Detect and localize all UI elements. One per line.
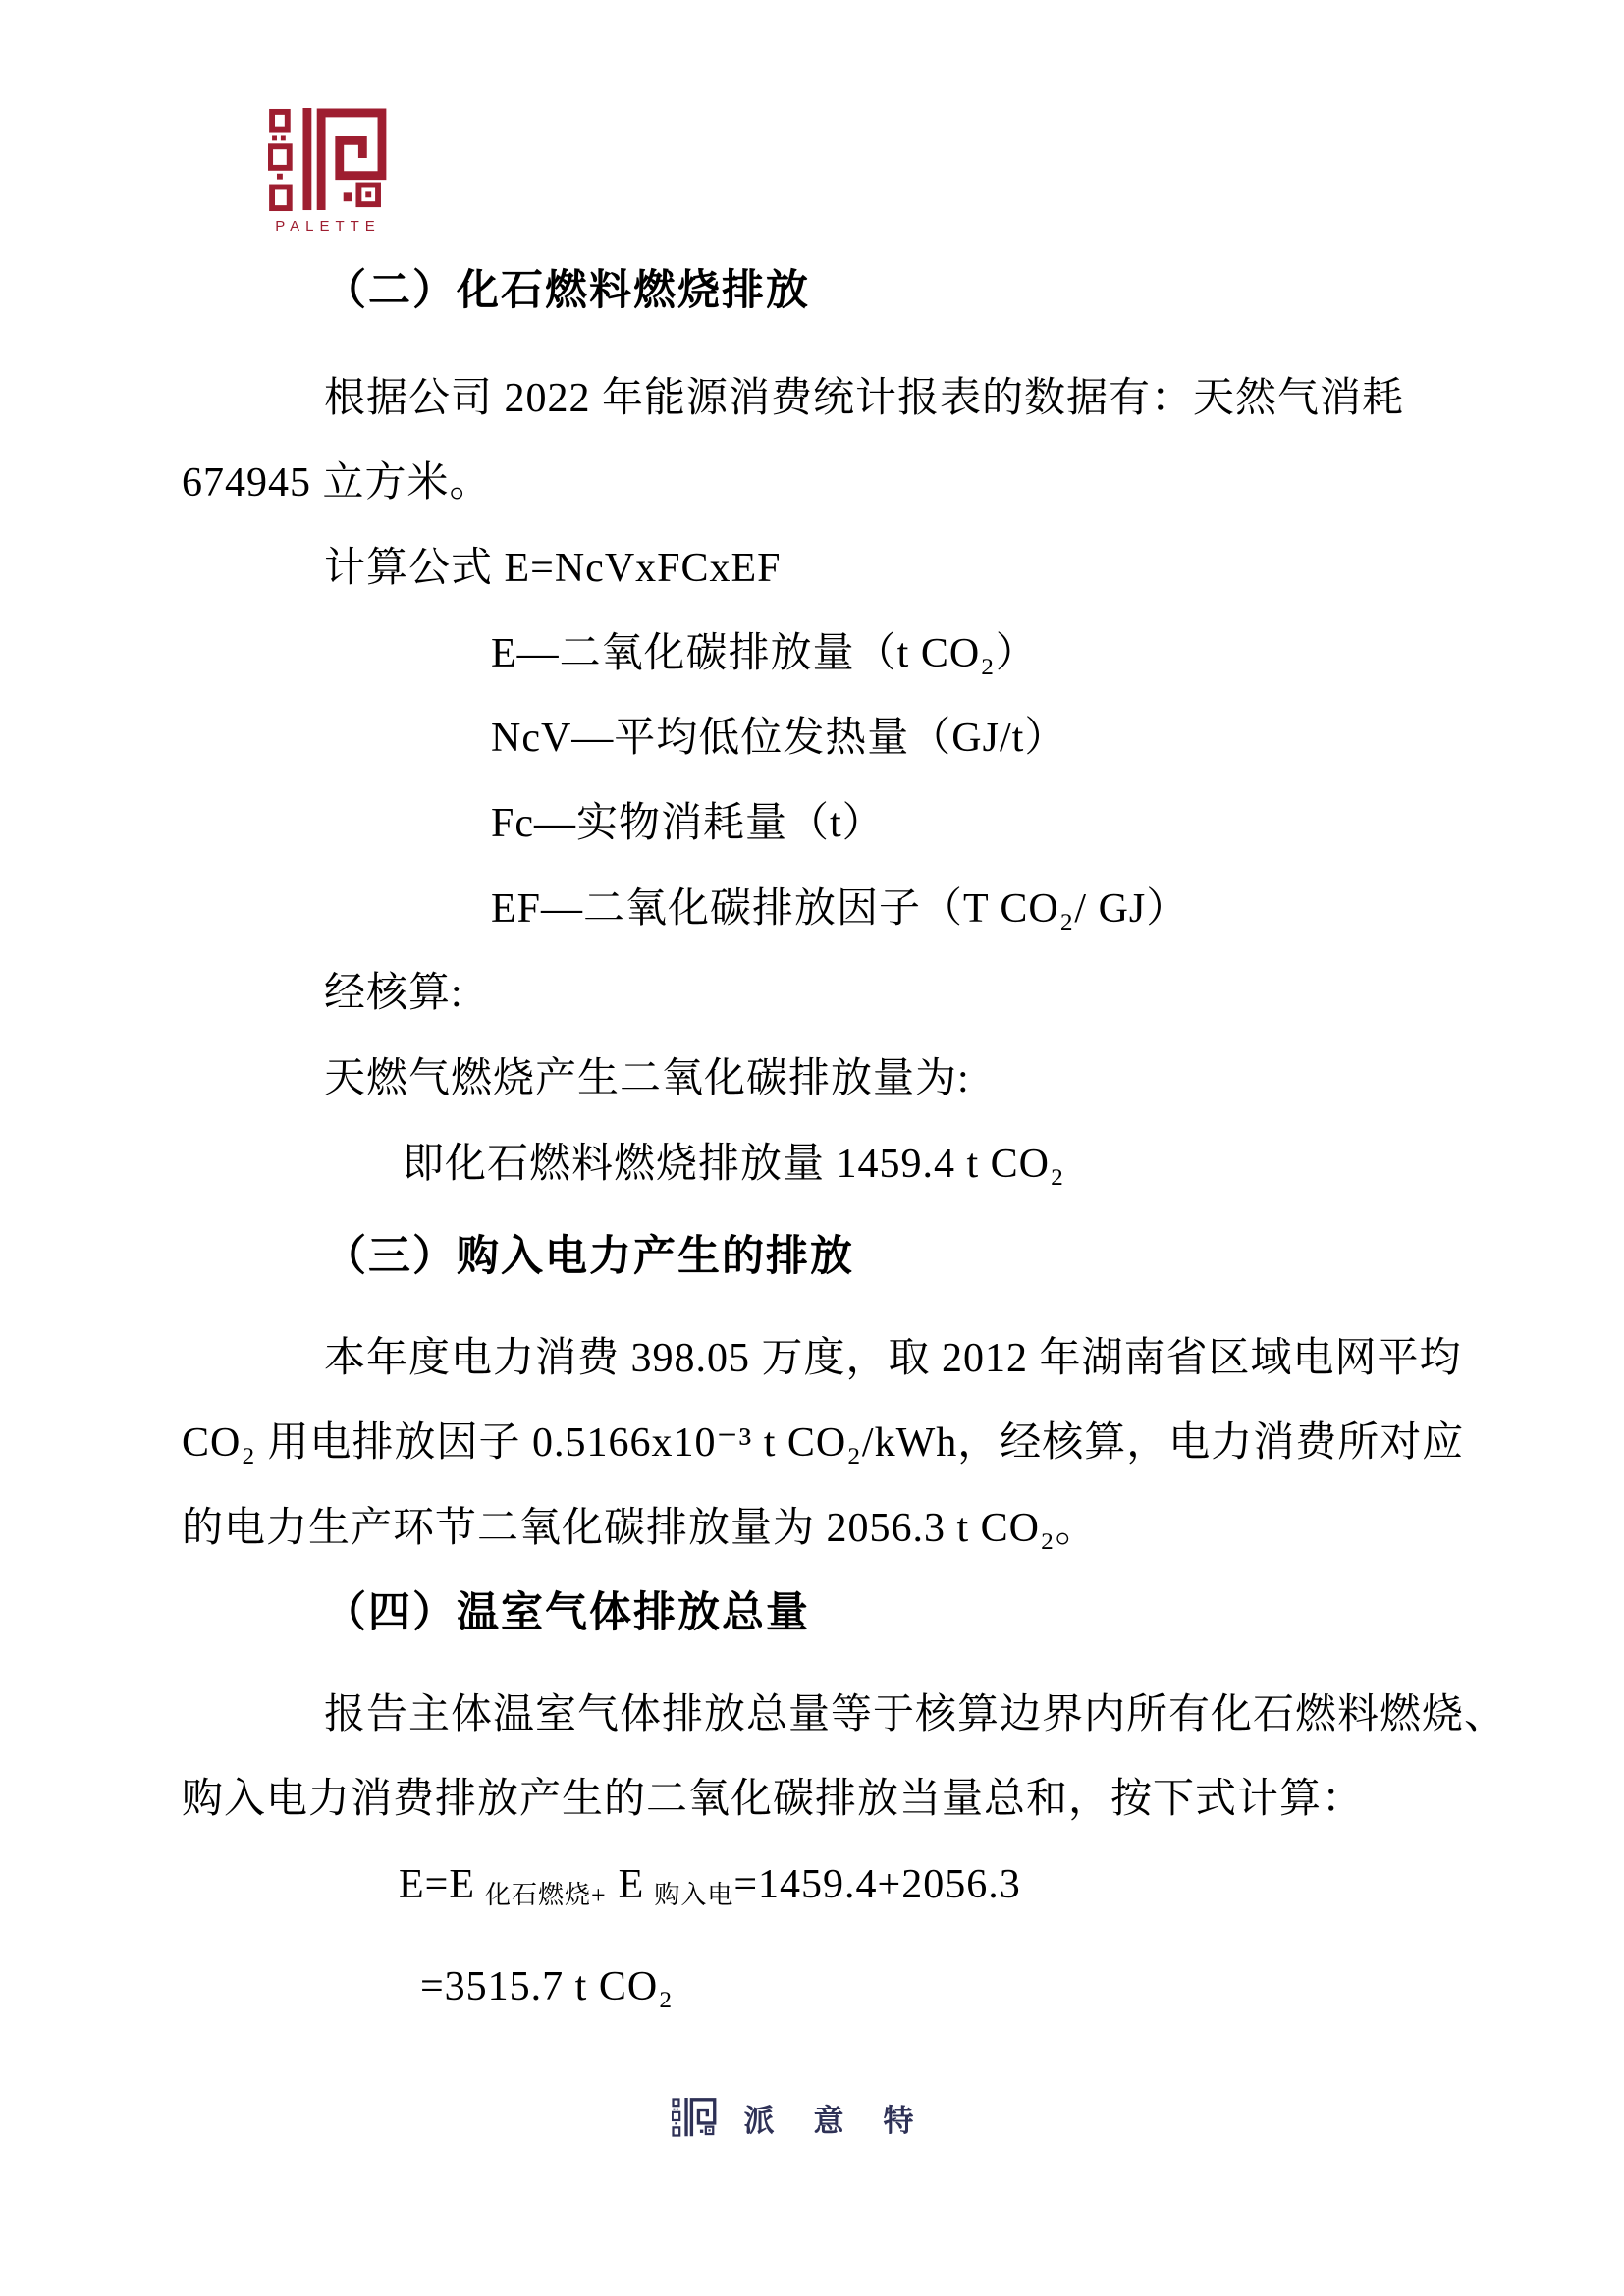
- gas-result-line: 即化石燃料燃烧排放量 1459.4 t CO₂: [403, 1142, 1065, 1187]
- total-result-line: =3515.7 t CO₂: [420, 1964, 674, 2009]
- formula-intro-line: 计算公式 E=NcVxFCxEF: [324, 546, 782, 591]
- para-total-line1: 报告主体温室气体排放总量等于核算边界内所有化石燃料燃烧、: [324, 1692, 1507, 1737]
- heading-total-ghg: （四）温室气体排放总量: [324, 1589, 810, 1636]
- heading-fossil-fuel-emissions: （二）化石燃料燃烧排放: [324, 267, 810, 314]
- footer-brand: [0, 2073, 1624, 2162]
- heading-purchased-electricity: （三）购入电力产生的排放: [324, 1233, 854, 1280]
- palette-logo: [267, 108, 389, 235]
- palette-logo-text: PALETTE: [275, 218, 381, 235]
- paiyite-logo-text: 派意特: [743, 2103, 953, 2138]
- para-total-line2: 购入电力消费排放产生的二氧化碳排放当量总和，按下式计算：: [182, 1777, 1365, 1822]
- para-energy-report-line1: 根据公司 2022 年能源消费统计报表的数据有：天然气消耗: [324, 376, 1405, 421]
- formula-e-part3: =1459.4+2056.3: [733, 1862, 1021, 1907]
- gas-result-intro-line: 天燃气燃烧产生二氧化碳排放量为:: [324, 1056, 970, 1101]
- formula-e-part1: E=E: [399, 1862, 475, 1907]
- para-electricity-line3: 的电力生产环节二氧化碳排放量为 2056.3 t CO₂。: [182, 1506, 1098, 1551]
- definition-e: E—二氧化碳排放量（t CO₂）: [491, 631, 1038, 676]
- para-electricity-line2: CO₂ 用电排放因子 0.5166x10⁻³ t CO₂/kWh，经核算，电力消费所对应: [182, 1420, 1465, 1466]
- para-electricity-line1: 本年度电力消费 398.05 万度，取 2012 年湖南省区域电网平均: [324, 1336, 1462, 1381]
- palette-logo-icon: [268, 108, 388, 212]
- formula-sub-fossil: 化石燃烧+: [485, 1881, 607, 1909]
- formula-e-part2: E: [618, 1862, 645, 1907]
- verify-line: 经核算:: [324, 971, 463, 1016]
- definition-fc: Fc—实物消耗量（t）: [491, 801, 885, 846]
- total-formula-line: [399, 1842, 1021, 1928]
- paiyite-logo-icon: [672, 2098, 717, 2137]
- definition-ncv: NcV—平均低位发热量（GJ/t）: [491, 716, 1067, 761]
- formula-sub-purchased: 购入电: [654, 1881, 734, 1909]
- para-energy-report-line2: 674945 立方米。: [182, 460, 492, 506]
- definition-ef: EF—二氧化碳排放因子（T CO₂/ GJ）: [491, 886, 1189, 932]
